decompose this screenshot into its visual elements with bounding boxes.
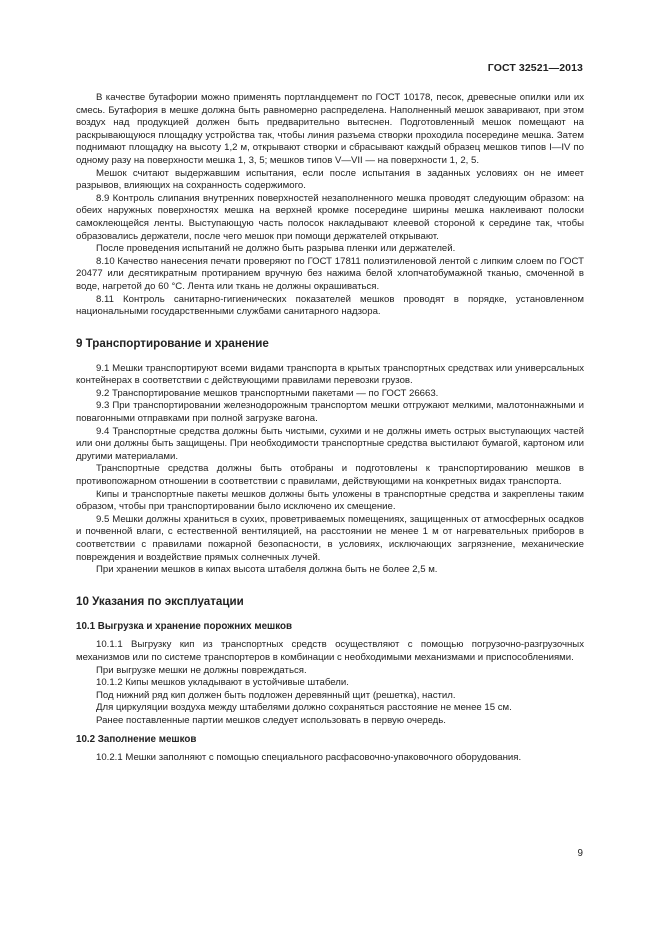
paragraph: 10.2.1 Мешки заполняют с помощью специального расфасовочно-упаковочного оборудования. [96,752,522,764]
paragraph: 9.5 Мешки должны храниться в сухих, проветриваемых помещениях, защищенных от атмосферных осадков и почвенной влаги, с естественной вентиляцией, на расстоянии не менее 1 м от нагревательных приборов в соответствии с правилами пожарной безопасности, в условиях, исключающих загрязнение, механические повреждения и воздействие прямых солнечных лучей. [76,513,584,563]
paragraph: 10.1.2 Кипы мешков укладывают в устойчивые штабели. [96,677,349,689]
section-heading: 10 Указания по эксплуатации [76,594,244,608]
paragraph: 8.9 Контроль слипания внутренних поверхностей незаполненного мешка проводят следующим образом: на обеих наружных поверхностях мешка на верхней кромке посередине ширины мешка наклеивают полоски самоклеющейся ленты. Выступающую часть полосок накладывают клеевой стороной к середине так, чтобы образовались держатели, после чего мешок при помощи держателей открывают. [76,192,584,242]
page-number: 9 [577,848,583,859]
paragraph: При выгрузке мешки не должны повреждаться. [96,664,307,676]
paragraph: 9.3 При транспортировании железнодорожным транспортом мешки отгружают мелкими, малотоннажными и повагонными отправками при полной загрузке вагона. [76,400,584,425]
page-content [76,92,584,765]
paragraph: Для циркуляции воздуха между штабелями должно сохраняться расстояние не менее 15 см. [96,702,512,714]
paragraph: 9.2 Транспортирование мешков транспортными пакетами — по ГОСТ 26663. [96,387,439,399]
paragraph: Под нижний ряд кип должен быть подложен деревянный щит (решетка), настил. [96,689,456,701]
paragraph: 8.11 Контроль санитарно-гигиенических показателей мешков проводят в порядке, установленном национальными государственными службами санитарного надзора. [76,293,584,318]
paragraph: Транспортные средства должны быть отобраны и подготовлены к транспортированию мешков в противопожарном отношении в соответствии с правилами, действующими на конкретных видах транспорта. [76,463,584,488]
paragraph: 9.1 Мешки транспортируют всеми видами транспорта в крытых транспортных средствах или универсальных контейнерах в соответствии с действующими правилами перевозки грузов. [76,362,584,387]
subsection-heading: 10.2 Заполнение мешков [76,733,197,745]
paragraph: В качестве бутафории можно применять портландцемент по ГОСТ 10178, песок, древесные опилки или их смесь. Бутафория в мешке должна быть равномерно распределена. Наполненный мешок заваривают, при этом воздух над продукцией должен быть предварительно вытеснен. Подготовленный мешок помещают на раскрывающуюся площадку устройства так, чтобы линия разъема створки проходила посередине мешка. Затем поднимают площадку на высоту 1,2 м, открывают створки и сбрасывают каждый образец мешков типов I—IV по одному разу на поверхности мешка 1, 3, 5; мешков типов V—VII — на поверхности 1, 2, 5. [76,92,584,166]
paragraph: 9.4 Транспортные средства должны быть чистыми, сухими и не должны иметь острых выступающих частей или они должны быть защищены. При необходимости транспортные средства выстилают бумагой, картоном или другими материалами. [76,425,584,462]
subsection-heading: 10.1 Выгрузка и хранение порожних мешков [76,620,292,632]
paragraph: Ранее поставленные партии мешков следует использовать в первую очередь. [96,714,446,726]
paragraph: После проведения испытаний не должно быть разрыва пленки или держателей. [96,243,456,255]
document-code: ГОСТ 32521—2013 [487,62,583,74]
paragraph: 10.1.1 Выгрузку кип из транспортных средств осуществляют с помощью погрузочно-разгрузочных механизмов или по системе транспортеров в комбинации с необходимыми механизмами и приспособлениями. [76,639,584,663]
section-heading: 9 Транспортирование и хранение [76,336,269,350]
paragraph: Мешок считают выдержавшим испытания, если после испытания в заданных условиях он не имеет разрывов, влияющих на сохранность содержимого. [76,167,584,192]
paragraph: При хранении мешков в кипах высота штабеля должна быть не более 2,5 м. [96,564,438,576]
paragraph: 8.10 Качество нанесения печати проверяют по ГОСТ 17811 полиэтиленовой лентой с липким слоем по ГОСТ 20477 или десятикратным протиранием вручную без нажима белой хлопчатобумажной тканью, смоченной в воде, нагретой до 60 °С. Лента или ткань не должны окрашиваться. [76,255,584,292]
paragraph: Кипы и транспортные пакеты мешков должны быть уложены в транспортные средства и закреплены таким образом, чтобы при транспортировании было исключено их смещение. [76,488,584,513]
